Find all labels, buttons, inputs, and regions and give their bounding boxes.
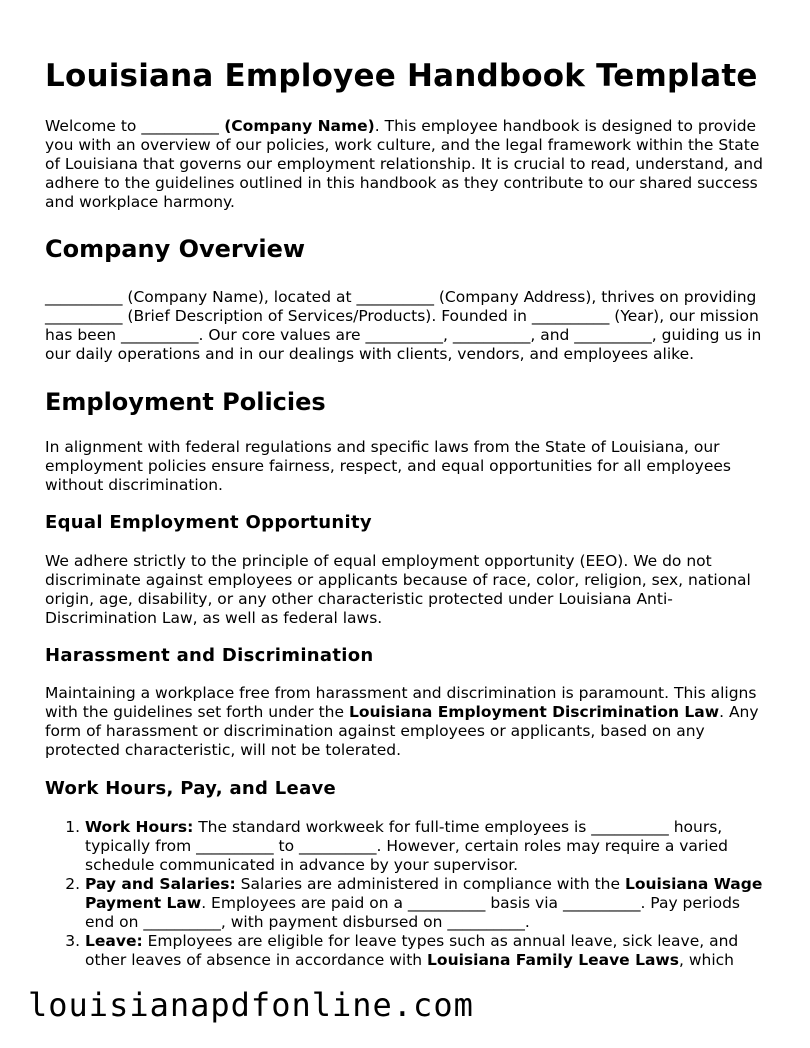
harassment-text bbox=[45, 684, 770, 760]
eeo-heading: Equal Employment Opportunity bbox=[45, 512, 372, 533]
list-item-law: Louisiana Wage Payment Law bbox=[85, 875, 763, 912]
eeo-text: We adhere strictly to the principle of equal employment opportunity (EEO). We do not discriminate against employees or applicants because of race, color, religion, sex, national origin, age, disability, or any other characteristic protected under Louisiana Anti-Discrimination Law, as well as federal laws. bbox=[45, 552, 751, 627]
page-title: Louisiana Employee Handbook Template bbox=[45, 58, 758, 94]
list-item-leave bbox=[85, 932, 770, 970]
list-item-label: Pay and Salaries: bbox=[85, 875, 236, 893]
list-item-tail: . Employees are paid on a __________ basis via __________. Pay periods end on __________, with payment disbursed on __________. bbox=[85, 894, 740, 931]
company-overview-text: __________ (Company Name), located at __________ (Company Address), thrives on providing __________ (Brief Description of Services/Products). Founded in __________ (Year), our mission has been __________. Our core values are __________, __________, and __________, guiding us in our daily operations and in our dealings with clients, vendors, and employees alike. bbox=[45, 288, 762, 363]
work-hours-heading: Work Hours, Pay, and Leave bbox=[45, 778, 337, 799]
list-item-tail: , which bbox=[678, 951, 734, 969]
employment-policies-heading: Employment Policies bbox=[45, 388, 326, 416]
harassment-law: Louisiana Employment Discrimination Law bbox=[348, 703, 720, 721]
work-hours-list bbox=[45, 818, 770, 970]
intro-paragraph bbox=[45, 117, 770, 212]
intro-blank: __________ bbox=[141, 117, 219, 135]
handbook-page bbox=[45, 58, 770, 970]
list-item-law: Louisiana Family Leave Laws bbox=[427, 951, 679, 969]
company-overview-heading: Company Overview bbox=[45, 235, 306, 263]
intro-company-name: (Company Name) bbox=[218, 117, 375, 135]
list-item-work-hours bbox=[85, 818, 770, 875]
intro-pre: Welcome to bbox=[45, 117, 142, 135]
list-item-pay bbox=[85, 875, 770, 932]
list-item-label: Leave: bbox=[85, 932, 143, 950]
list-item-text: Salaries are administered in compliance with the bbox=[235, 875, 625, 893]
intro-post: . This employee handbook is designed to provide you with an overview of our policies, work culture, and the legal framework within the State of Louisiana that governs our employment relationship. It is crucial to read, understand, and adhere to the guidelines outlined in this handbook as they contribute to our shared success and workplace harmony. bbox=[45, 117, 763, 211]
list-item-text: Employees are eligible for leave types such as annual leave, sick leave, and other leaves of absence in accordance with bbox=[85, 932, 739, 969]
employment-policies-text: In alignment with federal regulations and specific laws from the State of Louisiana, our employment policies ensure fairness, respect, and equal opportunities for all employees without discrimination. bbox=[45, 438, 732, 494]
list-item-text: The standard workweek for full-time employees is __________ hours, typically from __________ to __________. However, certain roles may require a varied schedule communicated in advance by your supervisor. bbox=[85, 818, 728, 874]
harassment-post: . Any form of harassment or discrimination against employees or applicants, based on any protected characteristic, will not be tolerated. bbox=[45, 703, 759, 759]
watermark: louisianapdfonline.com bbox=[28, 986, 474, 1024]
list-item-label: Work Hours: bbox=[85, 818, 194, 836]
harassment-pre: Maintaining a workplace free from harassment and discrimination is paramount. This aligns with the guidelines set forth under the bbox=[45, 684, 757, 721]
harassment-heading: Harassment and Discrimination bbox=[45, 645, 374, 666]
